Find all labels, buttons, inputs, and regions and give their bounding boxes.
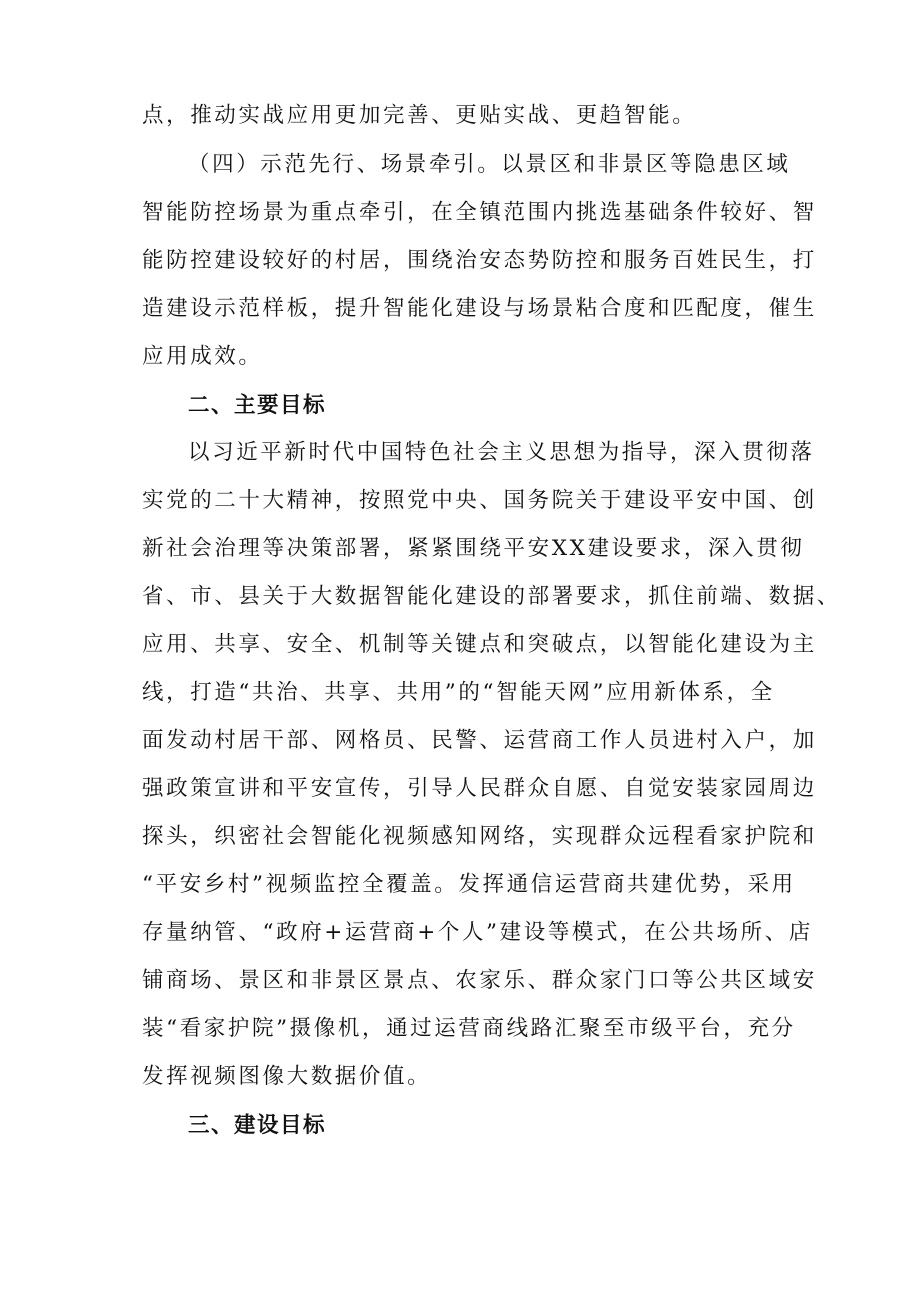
section4-line: 应用成效。: [142, 344, 263, 369]
paragraph2-line: 实党的二十大精神，按照党中央、国务院关于建设平安中国、创: [142, 488, 817, 513]
paragraph2-line: 面发动村居干部、网格员、民警、运营商工作人员进村入户，加: [142, 728, 817, 753]
paragraph2-line: 探头，织密社会智能化视频感知网络，实现群众远程看家护院和: [142, 824, 817, 849]
paragraph2-line: 发挥视频图像大数据价值。: [142, 1064, 432, 1089]
paragraph2-line: 应用、共享、安全、机制等关键点和突破点，以智能化建设为主: [142, 632, 817, 657]
paragraph2-line: 省、市、县关于大数据智能化建设的部署要求，抓住前端、数据、: [142, 584, 841, 609]
paragraph2-line: 以习近平新时代中国特色社会主义思想为指导，深入贯彻落: [188, 440, 815, 465]
paragraph-continuation-line: 点，推动实战应用更加完善、更贴实战、更趋智能。: [142, 103, 697, 128]
paragraph2-line: “平安乡村”视频监控全覆盖。发挥通信运营商共建优势，采用: [142, 872, 796, 897]
paragraph2-line: 新社会治理等决策部署，紧紧围绕平安XX建设要求，深入贯彻: [142, 536, 805, 561]
paragraph2-line: 铺商场、景区和非景区景点、农家乐、群众家门口等公共区域安: [142, 968, 817, 993]
paragraph2-line: 存量纳管、“政府+运营商+个人”建设等模式，在公共场所、店: [142, 920, 813, 945]
paragraph2-line: 强政策宣讲和平安宣传，引导人民群众自愿、自觉安装家园周边: [142, 776, 817, 801]
section4-line: 造建设示范样板，提升智能化建设与场景粘合度和匹配度，催生: [142, 296, 817, 321]
section4-line: 智能防控场景为重点牵引，在全镇范围内挑选基础条件较好、智: [142, 200, 817, 225]
section4-line: 能防控建设较好的村居，围绕治安态势防控和服务百姓民生，打: [142, 248, 817, 273]
paragraph2-line: 线，打造“共治、共享、共用”的“智能天网”应用新体系，全: [142, 680, 775, 705]
section4-line: （四）示范先行、场景牵引。以景区和非景区等隐患区域: [188, 152, 791, 177]
heading-main-goals: 二、主要目标: [188, 393, 327, 418]
heading-construction-goals: 三、建设目标: [188, 1113, 327, 1138]
paragraph2-line: 装“看家护院”摄像机，通过运营商线路汇聚至市级平台，充分: [142, 1016, 796, 1041]
